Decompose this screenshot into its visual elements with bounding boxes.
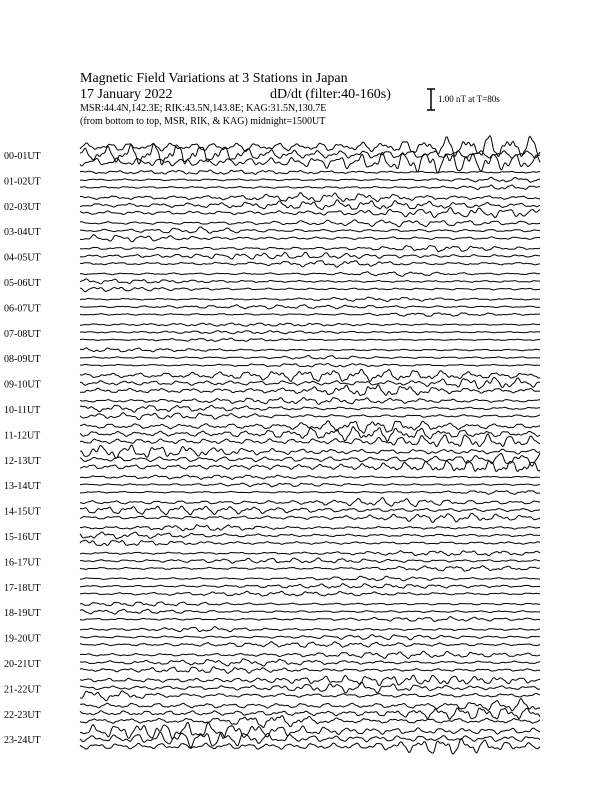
component-label: dD/dt (filter:40-160s) — [270, 87, 391, 102]
trace-kag-15-16ut — [80, 525, 540, 531]
trace-rik-03-04ut — [80, 227, 540, 233]
trace-kag-07-08ut — [80, 323, 540, 326]
trace-msr-03-04ut — [80, 235, 540, 242]
trace-kag-08-09ut — [80, 348, 540, 352]
trace-rik-01-02ut — [80, 177, 540, 182]
trace-rik-11-12ut — [80, 427, 540, 442]
trace-kag-13-14ut — [80, 475, 540, 479]
trace-rik-21-22ut — [80, 682, 540, 693]
trace-msr-19-20ut — [80, 642, 540, 648]
trace-group — [80, 136, 540, 754]
trace-kag-21-22ut — [80, 675, 540, 686]
hour-label: 18-19UT — [4, 608, 41, 620]
station-coordinates: MSR:44.4N,142.3E; RIK:43.5N,143.8E; KAG:31.5N,130.7E — [80, 103, 327, 114]
trace-kag-23-24ut — [80, 722, 540, 739]
hour-label: 07-08UT — [4, 328, 41, 340]
trace-kag-20-21ut — [80, 651, 540, 658]
hour-label: 10-11UT — [4, 405, 41, 416]
trace-kag-00-01ut — [80, 136, 540, 157]
trace-rik-13-14ut — [80, 483, 540, 487]
chart-title: Magnetic Field Variations at 3 Stations in Japan — [80, 71, 348, 86]
trace-kag-11-12ut — [80, 421, 540, 433]
hour-label: 16-17UT — [4, 557, 41, 569]
trace-msr-17-18ut — [80, 591, 540, 596]
station-order-note: (from bottom to top, MSR, RIK, & KAG) midnight=1500UT — [80, 116, 326, 127]
chart-date: 17 January 2022 — [80, 87, 173, 102]
trace-msr-07-08ut — [80, 338, 540, 341]
hour-label: 11-12UT — [4, 430, 41, 442]
trace-rik-07-08ut — [80, 331, 540, 334]
trace-rik-23-24ut — [80, 732, 540, 747]
trace-rik-00-01ut — [80, 144, 540, 165]
trace-msr-09-10ut — [80, 385, 540, 396]
trace-kag-16-17ut — [80, 551, 540, 556]
trace-msr-10-11ut — [80, 413, 540, 420]
hour-label: 14-15UT — [4, 506, 41, 518]
trace-msr-22-23ut — [80, 716, 540, 728]
hour-label: 09-10UT — [4, 379, 41, 391]
trace-msr-20-21ut — [80, 667, 540, 674]
trace-rik-09-10ut — [80, 377, 540, 389]
hour-label: 19-20UT — [4, 633, 41, 645]
trace-kag-22-23ut — [80, 699, 540, 711]
trace-rik-18-19ut — [80, 609, 540, 614]
trace-kag-01-02ut — [80, 170, 540, 174]
trace-msr-08-09ut — [80, 364, 540, 367]
trace-rik-06-07ut — [80, 305, 540, 309]
hour-label: 17-18UT — [4, 582, 41, 594]
trace-msr-12-13ut — [80, 461, 540, 472]
hour-label: 01-02UT — [4, 176, 41, 188]
trace-rik-22-23ut — [80, 708, 540, 719]
trace-rik-15-16ut — [80, 532, 540, 539]
hour-label: 20-21UT — [4, 659, 41, 670]
trace-rik-04-05ut — [80, 252, 540, 259]
trace-rik-17-18ut — [80, 584, 540, 589]
trace-msr-23-24ut — [80, 739, 540, 755]
hour-label: 22-23UT — [4, 709, 41, 721]
trace-msr-21-22ut — [80, 691, 540, 701]
trace-kag-14-15ut — [80, 498, 540, 507]
hour-label: 13-14UT — [4, 481, 41, 493]
hour-label: 21-22UT — [4, 684, 41, 696]
hour-label: 02-03UT — [4, 201, 41, 213]
hour-label: 00-01UT — [4, 151, 41, 162]
trace-kag-19-20ut — [80, 627, 540, 632]
trace-rik-19-20ut — [80, 635, 540, 640]
hour-label: 23-24UT — [4, 735, 41, 747]
trace-msr-05-06ut — [80, 287, 540, 291]
trace-rik-08-09ut — [80, 356, 540, 360]
hour-label: 06-07UT — [4, 303, 41, 315]
trace-msr-14-15ut — [80, 513, 540, 522]
trace-kag-10-11ut — [80, 398, 540, 405]
trace-kag-17-18ut — [80, 576, 540, 581]
hour-label: 12-13UT — [4, 455, 41, 467]
trace-rik-02-03ut — [80, 200, 540, 210]
hour-label: 03-04UT — [4, 227, 41, 239]
trace-kag-04-05ut — [80, 246, 540, 252]
trace-msr-16-17ut — [80, 566, 540, 571]
trace-msr-15-16ut — [80, 540, 540, 545]
trace-kag-09-10ut — [80, 369, 540, 381]
trace-msr-02-03ut — [80, 208, 540, 218]
hour-label: 08-09UT — [4, 354, 41, 366]
trace-msr-13-14ut — [80, 491, 540, 495]
hour-label: 15-16UT — [4, 532, 41, 543]
trace-rik-05-06ut — [80, 279, 540, 284]
hour-label: 05-06UT — [4, 278, 41, 289]
trace-msr-01-02ut — [80, 185, 540, 190]
trace-rik-16-17ut — [80, 558, 540, 563]
trace-msr-04-05ut — [80, 261, 540, 268]
trace-kag-03-04ut — [80, 220, 540, 227]
trace-kag-05-06ut — [80, 272, 540, 277]
trace-kag-18-19ut — [80, 602, 540, 606]
trace-kag-12-13ut — [80, 445, 540, 458]
trace-msr-06-07ut — [80, 313, 540, 316]
hour-label-group — [4, 151, 41, 746]
scale-bar-label: 1.00 nT at T=80s — [438, 94, 500, 104]
trace-rik-20-21ut — [80, 659, 540, 666]
trace-msr-18-19ut — [80, 617, 540, 622]
trace-kag-02-03ut — [80, 193, 540, 202]
hour-label: 04-05UT — [4, 252, 41, 264]
trace-kag-06-07ut — [80, 297, 540, 301]
trace-rik-10-11ut — [80, 405, 540, 412]
